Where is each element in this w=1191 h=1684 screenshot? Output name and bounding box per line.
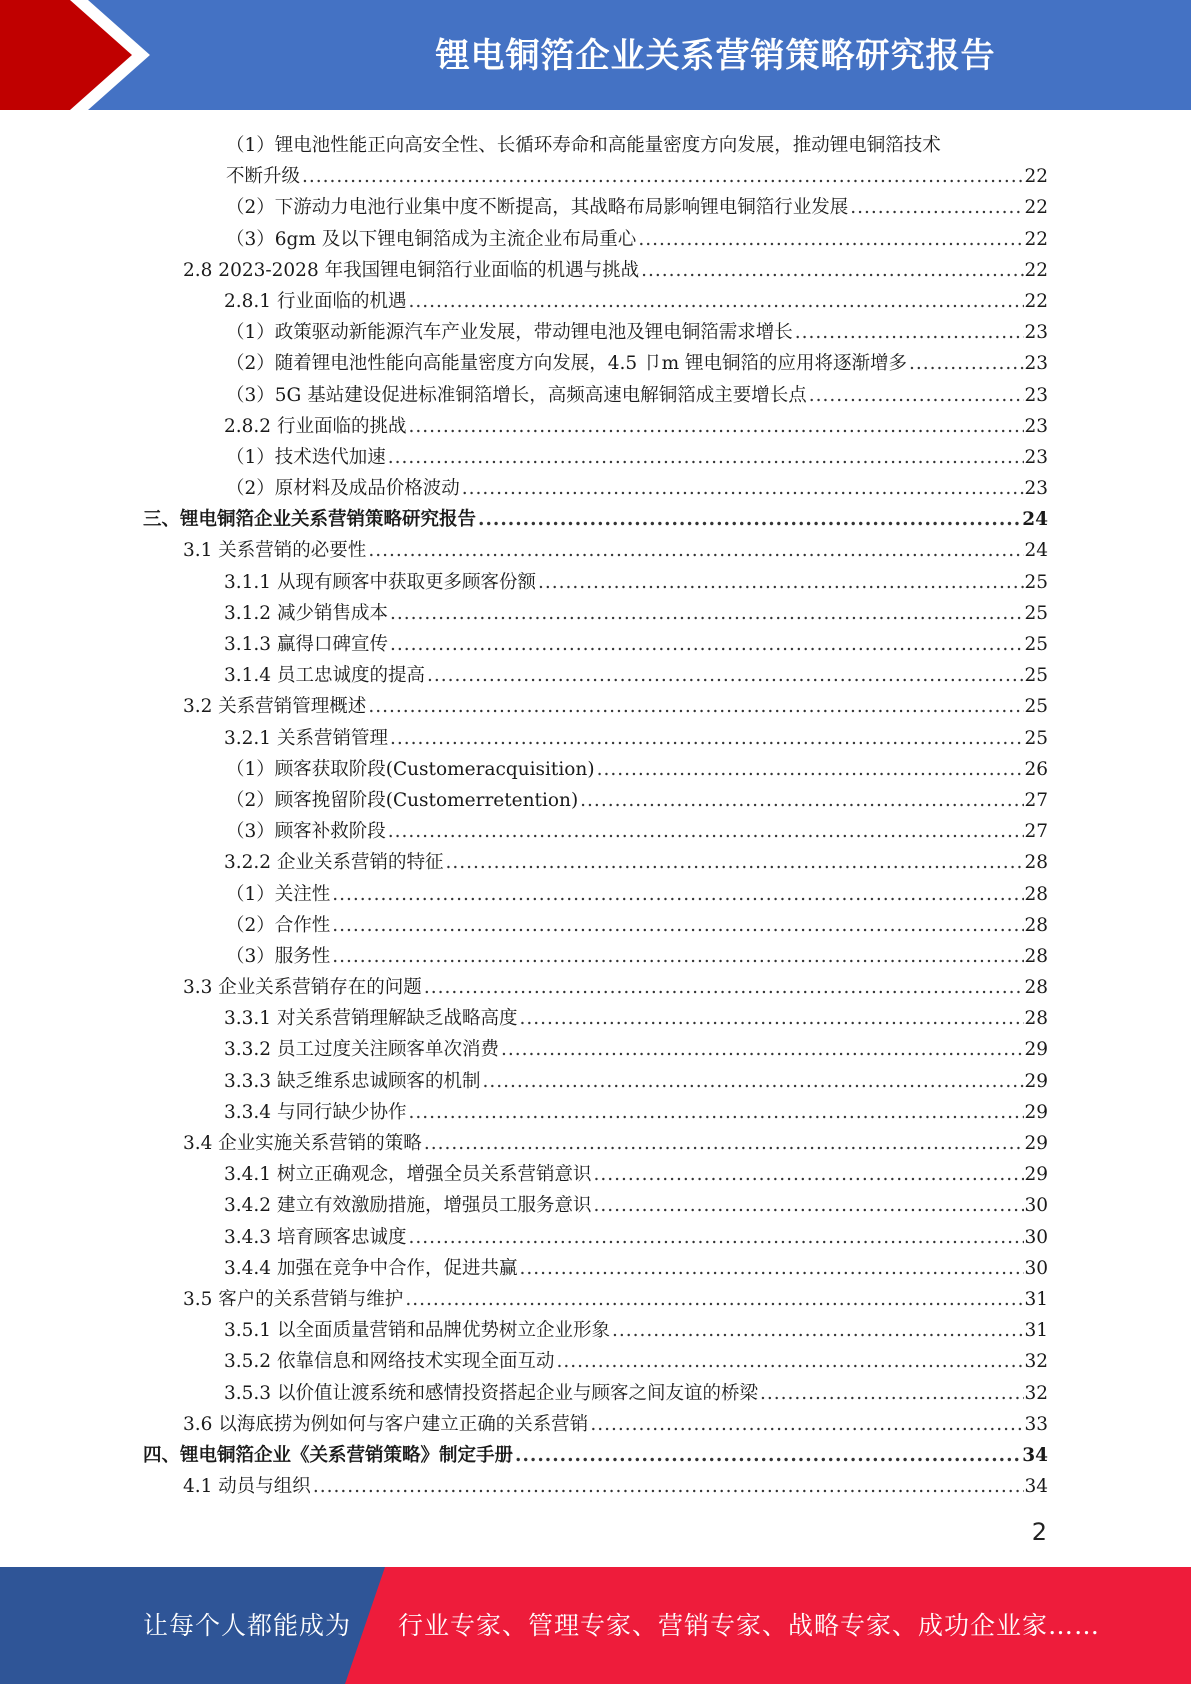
toc-entry-page: 30 xyxy=(1024,1226,1048,1248)
toc-entry[interactable] xyxy=(0,941,1191,972)
toc-entry-page: 29 xyxy=(1024,1070,1048,1092)
toc-entry-page: 28 xyxy=(1024,1008,1048,1030)
toc-leader-dots xyxy=(591,1159,1024,1190)
toc-entry-page: 24 xyxy=(1022,509,1048,531)
toc-entry[interactable] xyxy=(0,754,1191,785)
toc-entry-page: 29 xyxy=(1024,1164,1048,1186)
toc-entry[interactable] xyxy=(0,1222,1191,1253)
toc-entry-row xyxy=(226,317,1048,348)
toc-entry-page: 30 xyxy=(1024,1195,1048,1217)
toc-entry-label: 3.3.1 对关系营销理解缺乏战略高度 xyxy=(224,1008,518,1030)
toc-entry[interactable] xyxy=(0,1253,1191,1284)
toc-leader-dots xyxy=(422,972,1025,1003)
toc-entry-page: 23 xyxy=(1024,415,1048,437)
toc-entry-label-line1: （1）锂电池性能正向高安全性、长循环寿命和高能量密度方向发展，推动锂电铜箔技术 xyxy=(226,135,941,156)
toc-entry-label: （2）顾客挽留阶段(Customerretention) xyxy=(226,789,579,811)
toc-entry[interactable] xyxy=(0,535,1191,566)
toc-entry[interactable] xyxy=(0,910,1191,941)
toc-entry-label: 3.2.1 关系营销管理 xyxy=(224,727,388,749)
toc-entry-page: 25 xyxy=(1024,634,1048,656)
toc-entry-row xyxy=(226,224,1048,255)
toc-entry-label: 3.5.2 依靠信息和网络技术实现全面互动 xyxy=(224,1351,555,1373)
toc-entry-page: 23 xyxy=(1024,478,1048,500)
toc-leader-dots xyxy=(807,380,1025,411)
toc-leader-dots xyxy=(422,1128,1025,1159)
toc-entry-row xyxy=(183,972,1048,1003)
toc-leader-dots xyxy=(758,1378,1024,1409)
toc-entry[interactable] xyxy=(0,380,1191,411)
toc-leader-dots xyxy=(588,1409,1024,1440)
toc-entry-row xyxy=(226,941,1048,972)
footer-slogan-left: 让每个人都能成为 xyxy=(143,1611,352,1640)
toc-entry-row xyxy=(226,192,1048,223)
toc-entry-page: 25 xyxy=(1024,602,1048,624)
toc-entry-row xyxy=(224,286,1048,317)
toc-entry-label: （2）随着锂电池性能向高能量密度方向发展，4.5 卩m 锂电铜箔的应用将逐渐增多 xyxy=(226,353,907,375)
toc-entry-page: 30 xyxy=(1024,1257,1048,1279)
toc-entry-label: 3.3.3 缺乏维系忠诚顾客的机制 xyxy=(224,1070,481,1092)
toc-leader-dots xyxy=(443,847,1024,878)
toc-entry-row xyxy=(224,411,1048,442)
toc-entry[interactable] xyxy=(0,1066,1191,1097)
toc-entry-row xyxy=(183,1471,1048,1502)
toc-entry-page: 22 xyxy=(1024,259,1048,281)
toc-entry-page: 25 xyxy=(1024,571,1048,593)
toc-entry-row xyxy=(226,473,1048,504)
toc-entry-label: 2.8 2023-2028 年我国锂电铜箔行业面临的机遇与挑战 xyxy=(183,259,640,281)
toc-entry-row xyxy=(143,504,1048,535)
toc-entry-row xyxy=(143,1440,1048,1471)
toc-entry-row xyxy=(224,598,1048,629)
toc-entry-label: （1）政策驱动新能源汽车产业发展，带动锂电池及锂电铜箔需求增长 xyxy=(226,322,793,344)
toc-entry-row xyxy=(224,1159,1048,1190)
toc-entry-label: 三、锂电铜箔企业关系营销策略研究报告 xyxy=(143,509,477,531)
toc-entry-label: 3.3.4 与同行缺少协作 xyxy=(224,1101,407,1123)
toc-leader-dots xyxy=(536,567,1024,598)
toc-entry[interactable] xyxy=(0,816,1191,847)
toc-entry-page: 24 xyxy=(1024,540,1048,562)
toc-entry-page: 27 xyxy=(1024,821,1048,843)
toc-leader-dots xyxy=(793,317,1025,348)
toc-leader-dots xyxy=(406,1222,1024,1253)
toc-entry-page: 23 xyxy=(1024,446,1048,468)
toc-entry-page: 32 xyxy=(1024,1382,1048,1404)
toc-entry[interactable] xyxy=(0,660,1191,691)
toc-leader-dots xyxy=(591,1190,1024,1221)
toc-leader-dots xyxy=(300,161,1024,192)
toc-entry[interactable] xyxy=(0,723,1191,754)
toc-entry-page: 28 xyxy=(1024,945,1048,967)
toc-entry-label: （3）服务性 xyxy=(226,945,331,967)
toc-entry-label: 3.5 客户的关系营销与维护 xyxy=(183,1288,404,1310)
toc-entry[interactable] xyxy=(0,879,1191,910)
toc-entry[interactable] xyxy=(0,1034,1191,1065)
toc-entry-row xyxy=(224,660,1048,691)
toc-entry-row xyxy=(224,1066,1048,1097)
toc-entry-row xyxy=(226,380,1048,411)
toc-leader-dots xyxy=(554,1346,1024,1377)
toc-entry[interactable] xyxy=(0,224,1191,255)
toc-entry-page: 28 xyxy=(1024,977,1048,999)
toc-leader-dots xyxy=(517,1003,1024,1034)
page-header xyxy=(0,0,1191,110)
toc-entry-label: 3.5.1 以全面质量营销和品牌优势树立企业形象 xyxy=(224,1320,610,1342)
toc-entry-page: 32 xyxy=(1024,1351,1048,1373)
toc-entry[interactable] xyxy=(0,629,1191,660)
toc-entry-row xyxy=(183,255,1048,286)
toc-entry-row xyxy=(226,754,1048,785)
toc-entry-page: 22 xyxy=(1024,290,1048,312)
toc-leader-dots xyxy=(330,879,1024,910)
toc-entry[interactable] xyxy=(0,348,1191,379)
toc-leader-dots xyxy=(425,660,1024,691)
toc-entry[interactable] xyxy=(0,317,1191,348)
toc-entry[interactable] xyxy=(0,130,1191,192)
toc-entry[interactable] xyxy=(0,1128,1191,1159)
toc-entry-label: 3.4 企业实施关系营销的策略 xyxy=(183,1133,422,1155)
toc-entry[interactable] xyxy=(0,473,1191,504)
toc-leader-dots xyxy=(366,535,1024,566)
table-of-contents xyxy=(0,130,1191,1502)
toc-entry-row xyxy=(224,567,1048,598)
toc-leader-dots xyxy=(595,754,1025,785)
toc-entry[interactable] xyxy=(0,1440,1191,1471)
toc-entry-row xyxy=(224,723,1048,754)
toc-entry-label: （3）6gm 及以下锂电铜箔成为主流企业布局重心 xyxy=(226,228,637,250)
toc-leader-dots xyxy=(388,723,1024,754)
toc-entry-label: （1）技术迭代加速 xyxy=(226,446,386,468)
toc-entry[interactable] xyxy=(0,1003,1191,1034)
header-title: 锂电铜箔企业关系营销策略研究报告 xyxy=(435,35,996,76)
toc-entry-label: （3）5G 基站建设促进标准铜箔增长，高频高速电解铜箔成主要增长点 xyxy=(226,384,807,406)
toc-entry-row xyxy=(224,629,1048,660)
toc-entry-label: 3.4.4 加强在竞争中合作，促进共赢 xyxy=(224,1257,518,1279)
toc-entry-row xyxy=(183,1128,1048,1159)
toc-entry-row xyxy=(224,1190,1048,1221)
toc-entry-label: 3.1.2 减少销售成本 xyxy=(224,602,388,624)
toc-entry-label: 3.5.3 以价值让渡系统和感情投资搭起企业与顾客之间友谊的桥梁 xyxy=(224,1382,758,1404)
toc-entry-label: （1）顾客获取阶段(Customeracquisition) xyxy=(226,758,595,780)
toc-leader-dots xyxy=(311,1471,1025,1502)
toc-entry-page: 22 xyxy=(1024,166,1048,188)
toc-entry-page: 28 xyxy=(1024,883,1048,905)
toc-leader-dots xyxy=(406,286,1024,317)
toc-entry-page: 26 xyxy=(1024,758,1048,780)
toc-entry-page: 25 xyxy=(1024,665,1048,687)
toc-entry-page: 29 xyxy=(1024,1039,1048,1061)
toc-entry[interactable] xyxy=(0,192,1191,223)
toc-leader-dots xyxy=(610,1315,1024,1346)
toc-entry-row xyxy=(226,816,1048,847)
toc-entry[interactable] xyxy=(0,785,1191,816)
toc-entry-label: （3）顾客补救阶段 xyxy=(226,821,386,843)
toc-entry-row xyxy=(224,1097,1048,1128)
toc-entry-page: 28 xyxy=(1024,852,1048,874)
toc-entry-row xyxy=(226,910,1048,941)
page-number: 2 xyxy=(1031,1518,1047,1546)
toc-leader-dots xyxy=(406,1097,1024,1128)
toc-leader-dots xyxy=(406,411,1024,442)
toc-entry-row xyxy=(226,442,1048,473)
toc-leader-dots xyxy=(388,598,1024,629)
toc-leader-dots xyxy=(517,1253,1024,1284)
toc-entry-label: 3.3 企业关系营销存在的问题 xyxy=(183,977,422,999)
toc-entry-label: 四、锂电铜箔企业《关系营销策略》制定手册 xyxy=(143,1444,514,1466)
toc-entry-page: 22 xyxy=(1024,197,1048,219)
toc-entry-label: 3.1.3 赢得口碑宣传 xyxy=(224,634,388,656)
footer-slogan-right: 行业专家、管理专家、营销专家、战略专家、成功企业家…… xyxy=(398,1611,1101,1640)
toc-entry[interactable] xyxy=(0,691,1191,722)
toc-entry[interactable] xyxy=(0,847,1191,878)
toc-entry-page: 33 xyxy=(1024,1413,1048,1435)
toc-entry-page: 27 xyxy=(1024,789,1048,811)
toc-entry[interactable] xyxy=(0,504,1191,535)
toc-entry[interactable] xyxy=(0,1190,1191,1221)
toc-leader-dots xyxy=(907,348,1024,379)
toc-entry[interactable] xyxy=(0,255,1191,286)
toc-entry-page: 31 xyxy=(1024,1320,1048,1342)
toc-entry-row xyxy=(224,1378,1048,1409)
toc-entry-label: 2.8.2 行业面临的挑战 xyxy=(224,415,407,437)
toc-entry-page: 34 xyxy=(1024,1476,1048,1498)
toc-entry-label: 3.4.1 树立正确观念，增强全员关系营销意识 xyxy=(224,1164,592,1186)
toc-leader-dots xyxy=(403,1284,1024,1315)
toc-leader-dots xyxy=(513,1440,1022,1471)
toc-entry[interactable] xyxy=(0,1409,1191,1440)
toc-entry-row xyxy=(183,535,1048,566)
toc-entry-row xyxy=(224,1222,1048,1253)
toc-entry-label: 3.3.2 员工过度关注顾客单次消费 xyxy=(224,1039,499,1061)
toc-entry-label: 4.1 动员与组织 xyxy=(183,1476,311,1498)
toc-leader-dots xyxy=(460,473,1025,504)
toc-entry[interactable] xyxy=(0,972,1191,1003)
toc-entry-page: 23 xyxy=(1024,384,1048,406)
toc-leader-dots xyxy=(578,785,1024,816)
toc-entry[interactable] xyxy=(0,286,1191,317)
toc-entry-label: 3.2.2 企业关系营销的特征 xyxy=(224,852,444,874)
toc-entry[interactable] xyxy=(0,411,1191,442)
toc-entry[interactable] xyxy=(0,1315,1191,1346)
toc-entry-row xyxy=(226,879,1048,910)
toc-entry[interactable] xyxy=(0,598,1191,629)
toc-entry-row xyxy=(224,1003,1048,1034)
toc-entry-row xyxy=(183,1409,1048,1440)
toc-entry-label: 3.2 关系营销管理概述 xyxy=(183,696,367,718)
toc-entry-label: 3.1.1 从现有顾客中获取更多顾客份额 xyxy=(224,571,536,593)
toc-leader-dots xyxy=(386,442,1025,473)
toc-entry-row xyxy=(183,691,1048,722)
toc-entry-row xyxy=(226,161,1048,192)
toc-leader-dots xyxy=(499,1034,1024,1065)
toc-entry[interactable] xyxy=(0,1097,1191,1128)
toc-entry-page: 31 xyxy=(1024,1288,1048,1310)
toc-entry-label: 3.1.4 员工忠诚度的提高 xyxy=(224,665,425,687)
toc-entry-page: 34 xyxy=(1022,1444,1048,1466)
toc-entry-page: 28 xyxy=(1024,914,1048,936)
toc-entry-label: 3.4.3 培育顾客忠诚度 xyxy=(224,1226,407,1248)
toc-entry[interactable] xyxy=(0,1471,1191,1502)
toc-entry-row xyxy=(226,785,1048,816)
toc-entry-row xyxy=(226,348,1048,379)
toc-leader-dots xyxy=(476,504,1022,535)
toc-leader-dots xyxy=(330,910,1024,941)
toc-entry-page: 29 xyxy=(1024,1101,1048,1123)
toc-leader-dots xyxy=(366,691,1024,722)
page-footer xyxy=(0,1567,1191,1684)
toc-entry-row xyxy=(224,1034,1048,1065)
toc-entry-page: 23 xyxy=(1024,353,1048,375)
toc-entry[interactable] xyxy=(0,1346,1191,1377)
toc-entry-page: 29 xyxy=(1024,1133,1048,1155)
toc-entry-label: （2）原材料及成品价格波动 xyxy=(226,478,460,500)
toc-entry-label: 3.1 关系营销的必要性 xyxy=(183,540,367,562)
toc-entry-label: 不断升级 xyxy=(226,166,301,188)
toc-entry-label: （2）合作性 xyxy=(226,914,331,936)
toc-entry[interactable] xyxy=(0,442,1191,473)
toc-entry-row xyxy=(224,1315,1048,1346)
toc-entry-label: 3.4.2 建立有效激励措施，增强员工服务意识 xyxy=(224,1195,592,1217)
toc-leader-dots xyxy=(388,629,1024,660)
toc-entry-label: （1）关注性 xyxy=(226,883,331,905)
toc-leader-dots xyxy=(480,1066,1024,1097)
toc-leader-dots xyxy=(386,816,1025,847)
toc-entry-page: 25 xyxy=(1024,727,1048,749)
toc-entry-label: （2）下游动力电池行业集中度不断提高，其战略布局影响锂电铜箔行业发展 xyxy=(226,197,849,219)
toc-entry-row xyxy=(183,1284,1048,1315)
toc-entry-row xyxy=(224,1346,1048,1377)
toc-entry[interactable] xyxy=(0,1284,1191,1315)
toc-entry[interactable] xyxy=(0,567,1191,598)
toc-leader-dots xyxy=(330,941,1024,972)
toc-entry[interactable] xyxy=(0,1159,1191,1190)
toc-entry-label: 3.6 以海底捞为例如何与客户建立正确的关系营销 xyxy=(183,1413,589,1435)
toc-leader-dots xyxy=(848,192,1024,223)
toc-entry-page: 22 xyxy=(1024,228,1048,250)
toc-leader-dots xyxy=(639,255,1024,286)
toc-entry-page: 23 xyxy=(1024,322,1048,344)
toc-entry[interactable] xyxy=(0,1378,1191,1409)
toc-leader-dots xyxy=(636,224,1024,255)
toc-entry-label: 2.8.1 行业面临的机遇 xyxy=(224,290,407,312)
toc-entry-row xyxy=(224,1253,1048,1284)
toc-entry-page: 25 xyxy=(1024,696,1048,718)
toc-entry-row xyxy=(224,847,1048,878)
